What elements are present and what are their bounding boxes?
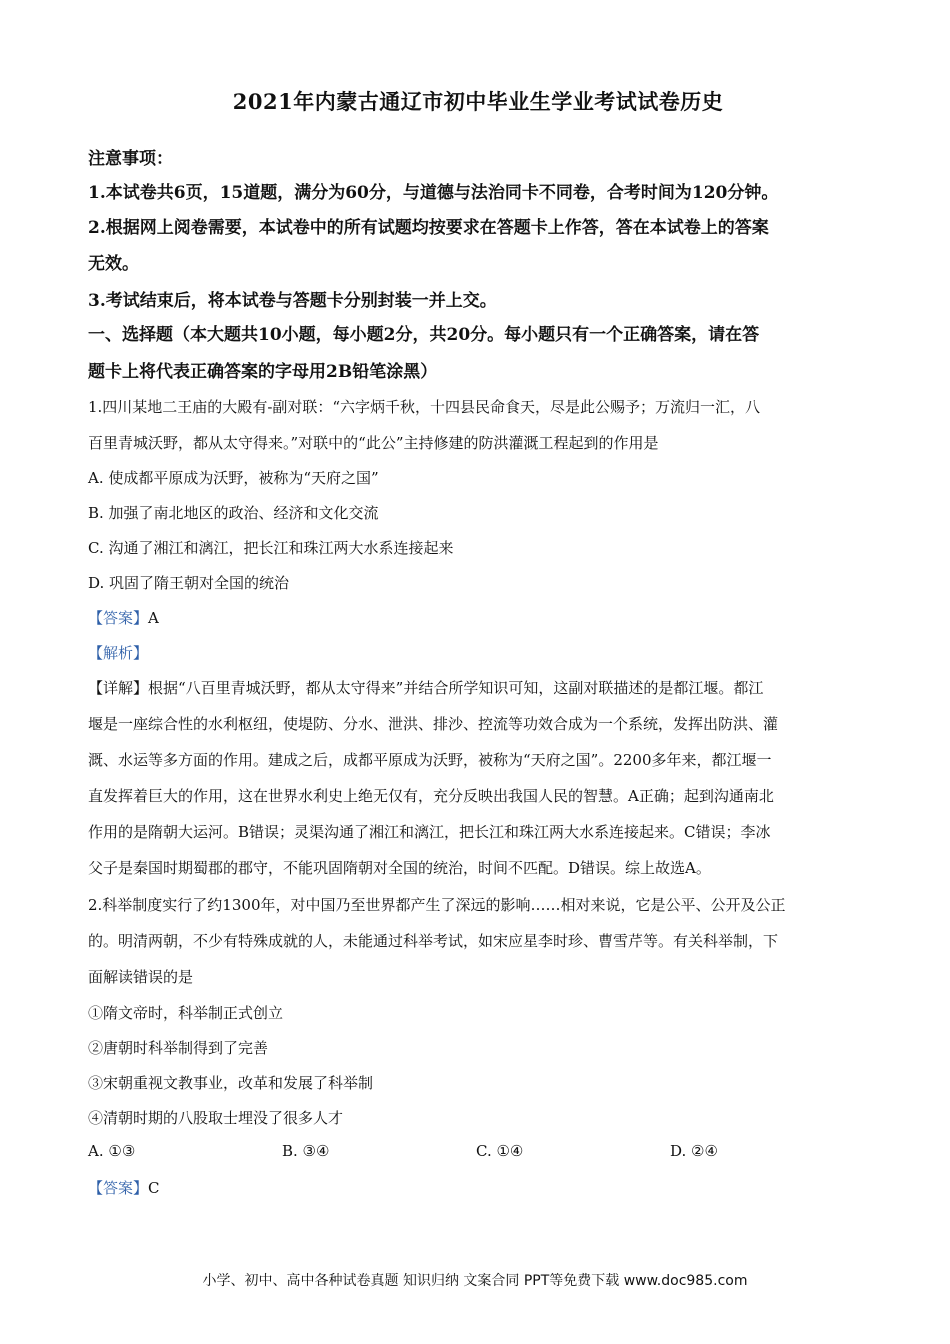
q2-answer [88, 1177, 160, 1198]
q1-stem: 1.四川某地二王庙的大殿有-副对联：“六字炳千秋，十四县民命食天，尽是此公赐予；万流归一汇，八 [88, 398, 761, 416]
q1-option-a: A. 使成都平原成为沃野，被称为“天府之国” [88, 469, 379, 487]
q2-option-d: D. ②④ [670, 1142, 718, 1160]
q2-stem-cont-2: 面解读错误的是 [88, 968, 194, 986]
notice-item-2-cont: 无效。 [88, 254, 139, 274]
detail-tag: 【详解】 [88, 679, 149, 697]
q2-stem-cont: 的。明清两朝，不少有特殊成就的人，未能通过科举考试，如宋应星李时珍、曹雪芹等。有关科举制，下 [88, 932, 779, 950]
q2-statement-4: ④清朝时期的八股取士埋没了很多人才 [88, 1109, 344, 1127]
q1-detail-l2: 堰是一座综合性的水利枢纽，使堤防、分水、泄洪、排沙、控流等功效合成为一个系统，发挥出防洪、灌 [88, 715, 779, 733]
q1-detail-l6: 父子是秦国时期蜀郡的郡守，不能巩固隋朝对全国的统治，时间不匹配。D错误。综上故选A。 [88, 859, 711, 877]
q2-option-a: A. ①③ [88, 1142, 136, 1160]
page-title: 2021年内蒙古通辽市初中毕业生学业考试试卷历史 [232, 89, 724, 114]
q2-option-b: B. ③④ [282, 1142, 330, 1160]
q1-analysis-tag: 【解析】 [88, 644, 149, 662]
section-heading-cont: 题卡上将代表正确答案的字母用2B铅笔涂黑） [88, 362, 438, 382]
answer-tag: 【答案】 [88, 609, 149, 627]
q2-stem: 2.科举制度实行了约1300年，对中国乃至世界都产生了深远的影响……相对来说，它是公平、公开及公正 [88, 896, 786, 914]
notice-heading: 注意事项： [88, 149, 173, 169]
answer-value: C [148, 1179, 160, 1197]
notice-item-3: 3.考试结束后，将本试卷与答题卡分别封装一并上交。 [88, 291, 497, 311]
q1-stem-cont: 百里青城沃野，都从太守得来。”对联中的“此公”主持修建的防洪灌溉工程起到的作用是 [88, 434, 659, 452]
q1-option-c: C. 沟通了湘江和漓江，把长江和珠江两大水系连接起来 [88, 539, 454, 557]
q2-option-c: C. ①④ [476, 1142, 524, 1160]
q1-answer [88, 607, 159, 628]
q1-detail-l3: 溉、水运等多方面的作用。建成之后，成都平原成为沃野，被称为“天府之国”。2200多年来，都江堰一 [88, 751, 772, 769]
answer-tag: 【答案】 [88, 1179, 149, 1197]
notice-item-2: 2.根据网上阅卷需要，本试卷中的所有试题均按要求在答题卡上作答，答在本试卷上的答案 [88, 218, 769, 238]
q2-statement-3: ③宋朝重视文教事业，改革和发展了科举制 [88, 1074, 374, 1092]
detail-text: 根据“八百里青城沃野，都从太守得来”并结合所学知识可知，这副对联描述的是都江堰。都江 [148, 679, 764, 697]
q1-option-b: B. 加强了南北地区的政治、经济和文化交流 [88, 504, 379, 522]
q1-detail [88, 677, 763, 698]
section-heading: 一、选择题（本大题共10小题，每小题2分，共20分。每小题只有一个正确答案，请在答 [88, 325, 760, 345]
q1-detail-l5: 作用的是隋朝大运河。B错误；灵渠沟通了湘江和漓江，把长江和珠江两大水系连接起来。C错误；李冰 [88, 823, 771, 841]
page-footer: 小学、初中、高中各种试卷真题 知识归纳 文案合同 PPT等免费下载 www.doc985.com [202, 1273, 748, 1289]
q1-detail-l4: 直发挥着巨大的作用，这在世界水利史上绝无仅有，充分反映出我国人民的智慧。A正确；起到沟通南北 [88, 787, 774, 805]
q2-statement-1: ①隋文帝时，科举制正式创立 [88, 1004, 284, 1022]
notice-item-1: 1.本试卷共6页，15道题，满分为60分，与道德与法治同卡不同卷，合考时间为120分钟。 [88, 183, 779, 203]
q1-option-d: D. 巩固了隋王朝对全国的统治 [88, 574, 290, 592]
answer-value: A [148, 609, 159, 627]
q2-statement-2: ②唐朝时科举制得到了完善 [88, 1039, 269, 1057]
